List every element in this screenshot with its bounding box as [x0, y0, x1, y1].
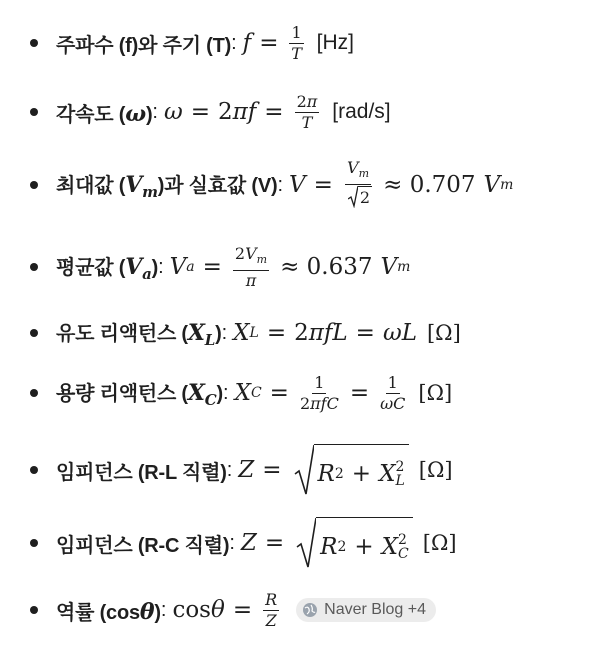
globe-icon: [302, 602, 318, 618]
bullet: [30, 389, 38, 397]
list-item-impedance-rl: [30, 440, 453, 500]
list-item-max-rms: [30, 155, 513, 215]
formula: Z = R 2 + X 2 L: [238, 444, 408, 496]
list-item-angular-velocity: [30, 82, 391, 142]
item-colon: :: [223, 381, 229, 404]
list-item-average: [30, 237, 410, 297]
item-colon: :: [277, 173, 284, 196]
source-chip-label: Naver Blog +4: [324, 601, 427, 618]
item-colon: :: [152, 100, 158, 123]
item-label: 임피던스 (R-C 직렬): [56, 534, 230, 557]
bullet: [30, 181, 38, 189]
bullet: [30, 108, 38, 116]
list-item-capacitive-reactance: [30, 363, 452, 423]
item-colon: :: [229, 531, 235, 554]
list-item-power-factor: [30, 580, 436, 640]
item-label: 주파수 (f)와 주기 (T): [56, 34, 232, 57]
formula: X L = 2 πfL = ωL: [233, 320, 417, 346]
unit: [rad/s]: [332, 100, 391, 123]
item-colon: :: [226, 458, 233, 481]
bullet: [30, 329, 38, 337]
formula: X C = $\frac{1}{\text{2πfC}}$ = $\frac{1}{\omega C}$: [234, 372, 406, 413]
bullet: [30, 539, 38, 547]
item-colon: :: [221, 321, 228, 344]
unit: [Hz]: [316, 31, 354, 54]
bullet: [30, 263, 38, 271]
formula: cos θ = $\frac{R}{Z}$: [172, 589, 278, 630]
formula: V = $\frac{V_m}{2}$ ≈ 0.707 V m: [289, 157, 514, 207]
list-item-impedance-rc: [30, 513, 457, 573]
bullet: [30, 466, 38, 474]
unit: [Ω]: [418, 458, 453, 482]
list-item-frequency-period: [30, 13, 354, 73]
item-colon: :: [160, 598, 167, 621]
item-colon: :: [231, 31, 237, 54]
item-label: 최대값 $(V_m)$과 실효값 (V): [56, 172, 278, 201]
item-label: 유도 리액턴스 $(X_L)$: [56, 320, 222, 349]
formula: ω = 2 πf = $\frac{2\pi}{T}$: [163, 91, 318, 132]
unit: [Ω]: [418, 381, 453, 405]
formula: Z = R 2 + X 2 C: [241, 517, 413, 569]
unit: [Ω]: [426, 321, 461, 345]
list-item-inductive-reactance: [30, 303, 461, 363]
item-colon: :: [158, 255, 164, 278]
formula: f = $\frac{1}{T}$: [242, 22, 302, 63]
item-label: 용량 리액턴스 $(X_C)$: [56, 380, 223, 409]
item-label: 임피던스 (R-L 직렬): [56, 461, 227, 484]
unit: [Ω]: [422, 531, 457, 555]
source-chip[interactable]: [296, 598, 436, 622]
bullet: [30, 606, 38, 614]
item-label: 역률 (cosθ): [56, 598, 161, 625]
bullet: [30, 39, 38, 47]
item-label: 평균값 $(V_a)$: [56, 254, 159, 283]
formula: V a = $\frac{2V_m}{\pi}$ ≈ 0.637 V m: [169, 243, 411, 290]
item-label: 각속도 (ω): [56, 100, 153, 127]
